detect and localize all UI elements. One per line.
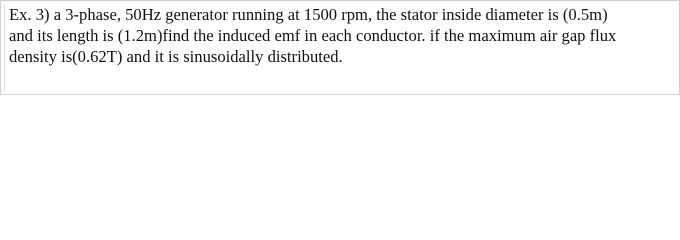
problem-line-2: and its length is (1.2m)find the induced emf in each conductor. if the maximum air gap flux [9,26,617,45]
problem-statement [9,4,674,67]
problem-card [0,0,680,95]
problem-line-1: Ex. 3) a 3-phase, 50Hz generator running at 1500 rpm, the stator inside diameter is (0.5m) [9,5,608,24]
problem-line-3: density is(0.62T) and it is sinusoidally distributed. [9,47,343,66]
